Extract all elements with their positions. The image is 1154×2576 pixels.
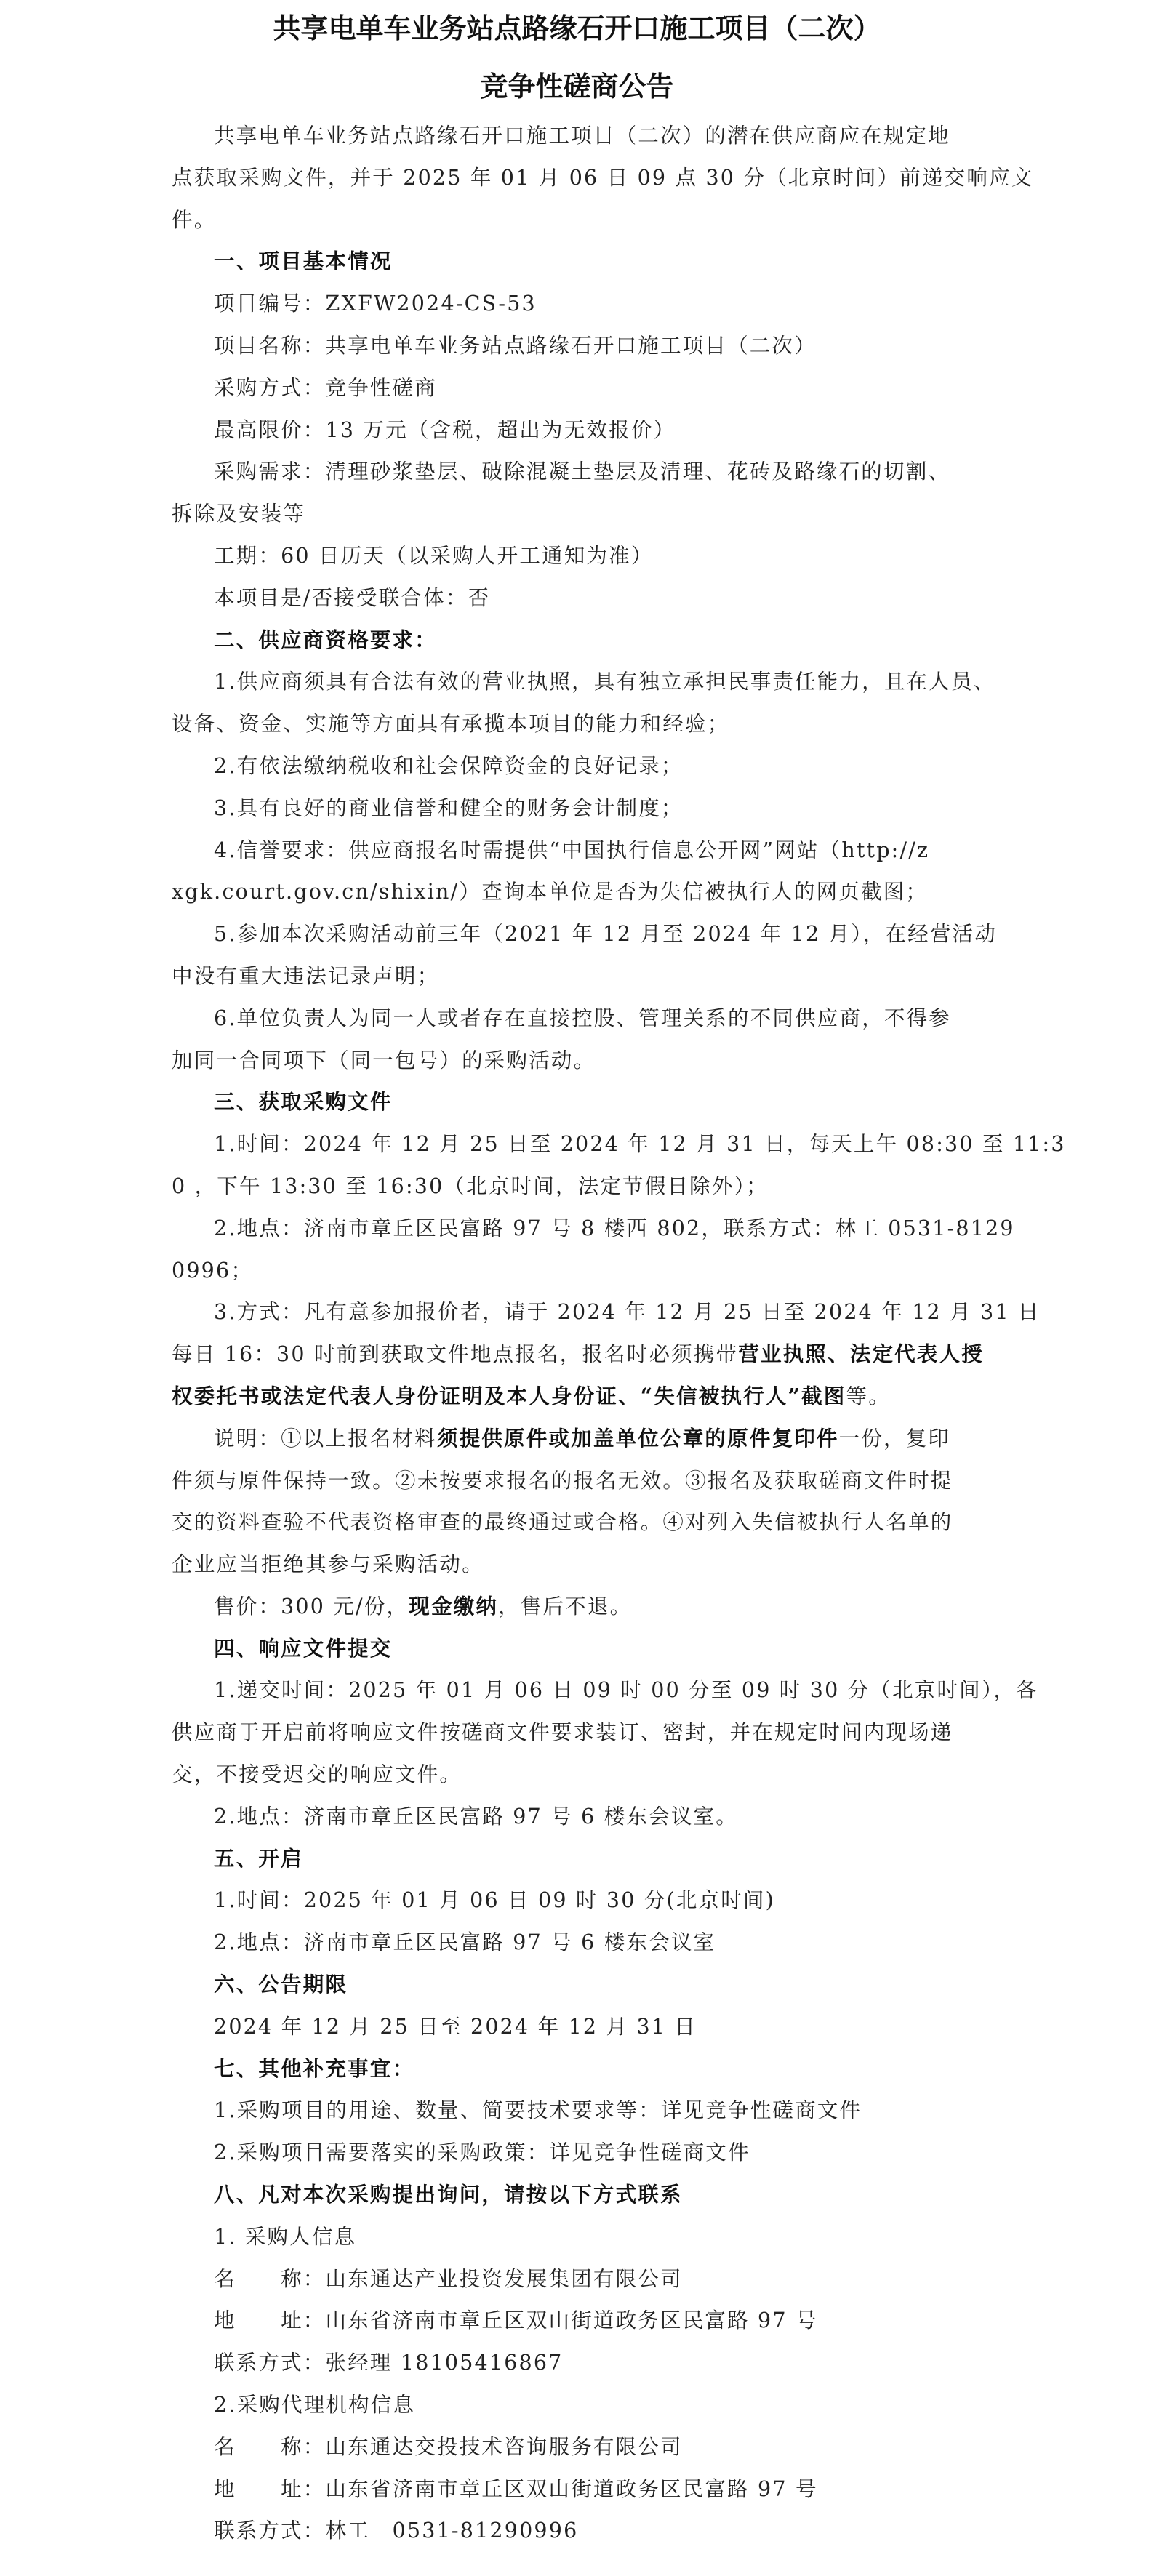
purchaser-contact: 联系方式：张经理 18105416867 [214,2351,564,2375]
section-heading: 一、项目基本情况 [214,249,393,274]
procurement-requirement: 采购需求：清理砂浆垫层、破除混凝土垫层及清理、花砖及路缘石的切割、 [214,460,951,484]
paragraph-line: 0996； [172,1258,254,1283]
paragraph-line: 设备、资金、实施等方面具有承揽本项目的能力和经验； [172,712,730,737]
paragraph-line: 件。 [172,207,217,232]
bold-text-run: 权委托书或法定代表人身份证明及本人身份证、“失信被执行人”截图 [172,1383,846,1408]
section-heading: 五、开启 [214,1845,303,1871]
paragraph-line [172,1291,1041,1333]
paragraph-line: 2.有依法缴纳税收和社会保障资金的良好记录； [214,753,684,778]
paragraph-line: xgk.court.gov.cn/shixin/）查询本单位是否为失信被执行人的网页截图； [172,880,929,904]
bold-text-run: 现金缴纳 [409,1593,499,1618]
section-heading: 三、获取采购文件 [214,1089,393,1115]
paragraph-line: 3.具有良好的商业信誉和健全的财务会计制度； [214,795,684,820]
paragraph-line: 交，不接受迟交的响应文件。 [172,1762,462,1787]
construction-period: 工期：60 日历天（以采购人开工通知为准） [214,543,654,568]
document-body [172,115,1066,2552]
paragraph-line: 2.采购代理机构信息 [214,2393,416,2417]
agency-contact: 联系方式：林工 0531-81290996 [214,2519,579,2543]
text-run: 等。 [846,1384,891,1408]
paragraph-line: 5.参加本次采购活动前三年（2021 年 12 月至 2024 年 12 月），在经营活动 [214,922,997,947]
paragraph-line: 2.地点：济南市章丘区民富路 97 号 6 楼东会议室。 [214,1804,738,1829]
notice-period: 2024 年 12 月 25 日至 2024 年 12 月 31 日 [214,2014,697,2039]
sale-price-line [172,1586,983,1628]
project-name: 项目名称：共享电单车业务站点路缘石开口施工项目（二次） [214,333,817,358]
project-number: 项目编号：ZXFW2024-CS-53 [214,292,537,316]
paragraph-line [172,1376,983,1418]
text-run: 每日 16：30 时前到获取文件地点报名，报名时必须携带 [172,1342,739,1367]
paragraph-line: 1. 采购人信息 [214,2224,357,2249]
text-run: 说明：①以上报名材料 [214,1426,438,1450]
paragraph-line: 4.信誉要求：供应商报名时需提供“中国执行信息公开网”网站（http://z [214,838,930,862]
text-run: 一份，复印 [838,1426,951,1450]
paragraph-line: 2.地点：济南市章丘区民富路 97 号 8 楼西 802，联系方式：林工 0531-8129 [214,1216,1015,1240]
price-limit: 最高限价：13 万元（含税，超出为无效报价） [214,417,676,442]
paragraph-line: 件须与原件保持一致。②未按要求报名的报名无效。③报名及获取磋商文件时提 [172,1468,953,1493]
paragraph-line: 2.采购项目需要落实的采购政策：详见竞争性磋商文件 [214,2140,750,2165]
agency-name: 名 称：山东通达交投技术咨询服务有限公司 [214,2434,683,2459]
paragraph-line: 拆除及安装等 [172,502,306,526]
text-run: ，售后不退。 [498,1594,633,1618]
section-heading: 八、凡对本次采购提出询问，请按以下方式联系 [214,2182,683,2207]
paragraph-line: 加同一合同项下（同一包号）的采购活动。 [172,1048,596,1072]
paragraph-line: 1.递交时间：2025 年 01 月 06 日 09 时 00 分至 09 时 30 分（北京时间），各 [214,1678,1038,1703]
section-heading: 六、公告期限 [214,1972,348,1997]
section-heading: 四、响应文件提交 [214,1635,393,1661]
paragraph-line: 1.供应商须具有合法有效的营业执照，具有独立承担民事责任能力，且在人员、 [214,670,996,694]
paragraph-line: 共享电单车业务站点路缘石开口施工项目（二次）的潜在供应商应在规定地 [214,124,951,148]
purchaser-name: 名 称：山东通达产业投资发展集团有限公司 [214,2266,683,2291]
paragraph-line: 点获取采购文件，并于 2025 年 01 月 06 日 09 点 30 分（北京时间）前递交响应文 [172,165,1034,190]
paragraph-line: 交的资料查验不代表资格审查的最终通过或合格。④对列入失信被执行人名单的 [172,1510,953,1535]
paragraph-line [172,1333,983,1376]
paragraph-line [172,1418,983,1460]
section-heading: 二、供应商资格要求： [214,627,438,652]
text-run: 3.方式：凡有意参加报价者，请于 2024 年 12 月 25 日至 2024 年 12 月 31 日 [214,1300,1041,1325]
agency-address: 地 址：山东省济南市章丘区双山街道政务区民富路 97 号 [214,2476,818,2501]
section-heading: 七、其他补充事宜： [214,2055,415,2081]
bold-text-run: 须提供原件或加盖单位公章的原件复印件 [437,1425,839,1450]
text-run: 售价：300 元/份， [214,1594,409,1618]
paragraph-line: 2.地点：济南市章丘区民富路 97 号 6 楼东会议室 [214,1930,716,1955]
purchaser-address: 地 址：山东省济南市章丘区双山街道政务区民富路 97 号 [214,2308,818,2333]
paragraph-line: 6.单位负责人为同一人或者存在直接控股、管理关系的不同供应商，不得参 [214,1006,951,1030]
paragraph-line: 1.时间：2024 年 12 月 25 日至 2024 年 12 月 31 日，每天上午 08:30 至 11:3 [214,1132,1066,1157]
document-title: 共享电单车业务站点路缘石开口施工项目（二次） [273,12,881,44]
document-subtitle: 竞争性磋商公告 [480,70,674,103]
paragraph-line: 1.时间：2025 年 01 月 06 日 09 时 30 分(北京时间) [214,1888,775,1913]
paragraph-line: 企业应当拒绝其参与采购活动。 [172,1552,484,1577]
procurement-method: 采购方式：竞争性磋商 [214,375,438,400]
paragraph-line: 0 ，下午 13:30 至 16:30（北京时间，法定节假日除外）； [172,1173,769,1198]
consortium-info: 本项目是/否接受联合体：否 [214,585,491,610]
paragraph-line: 供应商于开启前将响应文件按磋商文件要求装订、密封，并在规定时间内现场递 [172,1720,953,1745]
paragraph-line: 中没有重大违法记录声明； [172,963,440,988]
paragraph-line: 1.采购项目的用途、数量、简要技术要求等：详见竞争性磋商文件 [214,2098,862,2123]
bold-text-run: 营业执照、法定代表人授 [738,1341,984,1367]
